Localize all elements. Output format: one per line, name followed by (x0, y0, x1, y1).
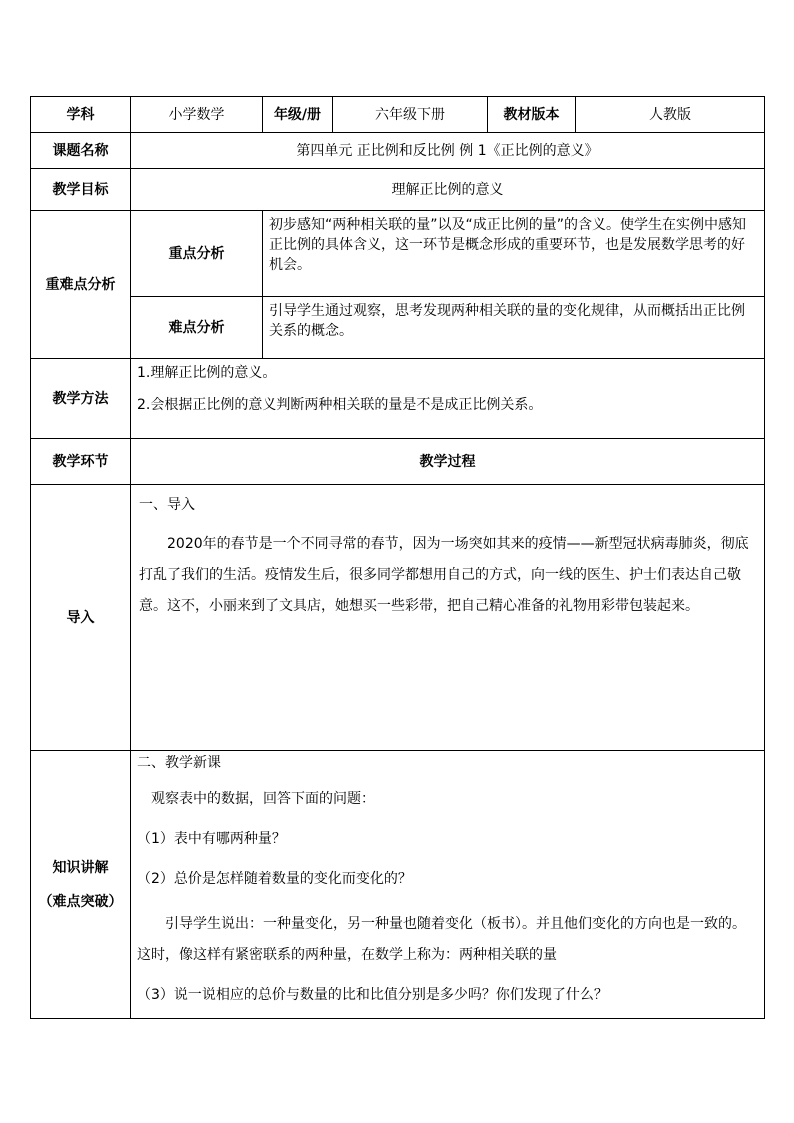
process-stage-label: 教学环节 (31, 439, 131, 485)
intro-paragraph: 2020年的春节是一个不同寻常的春节，因为一场突如其来的疫情——新型冠状病毒肺炎，彻底打乱了我们的生活。疫情发生后，很多同学都想用自己的方式，向一线的医生、护士们表达自己敬意。这不，小丽来到了文具店，她想买一些彩带，把自己精心准备的礼物用彩带包装起来。 (139, 536, 749, 614)
method-item-2: 2.会根据正比例的意义判断两种相关联的量是不是成正比例关系。 (137, 397, 543, 413)
lesson-plan-table (30, 96, 765, 1019)
difficult-point-text: 引导学生通过观察，思考发现两种相关联的量的变化规律，从而概括出正比例关系的概念。 (263, 297, 765, 359)
knowledge-heading: 二、教学新课 (137, 755, 221, 771)
intro-row (31, 485, 765, 751)
goal-row (31, 169, 765, 211)
knowledge-label: 知识讲解 (52, 859, 109, 876)
edition-value: 人教版 (576, 97, 765, 133)
knowledge-content (131, 751, 765, 1019)
subject-label: 学科 (31, 97, 131, 133)
intro-heading: 一、导入 (139, 497, 195, 513)
knowledge-row (31, 751, 765, 1019)
process-title: 教学过程 (131, 439, 765, 485)
key-point-text: 初步感知“两种相关联的量”以及“成正比例的量”的含义。使学生在实例中感知正比例的具体含义，这一环节是概念形成的重要环节，也是发展数学思考的好机会。 (263, 211, 765, 297)
method-content (131, 359, 765, 439)
goal-value: 理解正比例的意义 (131, 169, 765, 211)
knowledge-question-3: （3）说一说相应的总价与数量的比和比值分别是多少吗？你们发现了什么？ (137, 987, 608, 1003)
intro-label: 导入 (31, 485, 131, 751)
grade-label: 年级/册 (263, 97, 333, 133)
header-row (31, 97, 765, 133)
topic-label: 课题名称 (31, 133, 131, 169)
knowledge-guide: 引导学生说出：一种量变化，另一种量也随着变化（板书）。并且他们变化的方向也是一致的。这时，像这样有紧密联系的两种量，在数学上称为：两种相关联的量 (137, 916, 746, 963)
topic-row (31, 133, 765, 169)
difficult-point-row (31, 297, 765, 359)
knowledge-observe: 观察表中的数据，回答下面的问题： (151, 791, 375, 807)
method-label: 教学方法 (31, 359, 131, 439)
goal-label: 教学目标 (31, 169, 131, 211)
knowledge-label-cell (31, 751, 131, 1019)
key-point-row (31, 211, 765, 297)
intro-content (131, 485, 765, 751)
key-point-label: 重点分析 (131, 211, 263, 297)
process-header-row (31, 439, 765, 485)
method-item-1: 1.理解正比例的意义。 (137, 365, 277, 381)
knowledge-label-sub: （难点突破） (38, 893, 123, 910)
subject-value: 小学数学 (131, 97, 263, 133)
difficult-point-label: 难点分析 (131, 297, 263, 359)
grade-value: 六年级下册 (333, 97, 488, 133)
edition-label: 教材版本 (488, 97, 576, 133)
topic-value: 第四单元 正比例和反比例 例 1《正比例的意义》 (131, 133, 765, 169)
key-difficult-label: 重难点分析 (31, 211, 131, 359)
knowledge-question-1: （1）表中有哪两种量？ (137, 831, 286, 847)
method-row (31, 359, 765, 439)
knowledge-question-2: （2）总价是怎样随着数量的变化而变化的？ (137, 871, 412, 887)
